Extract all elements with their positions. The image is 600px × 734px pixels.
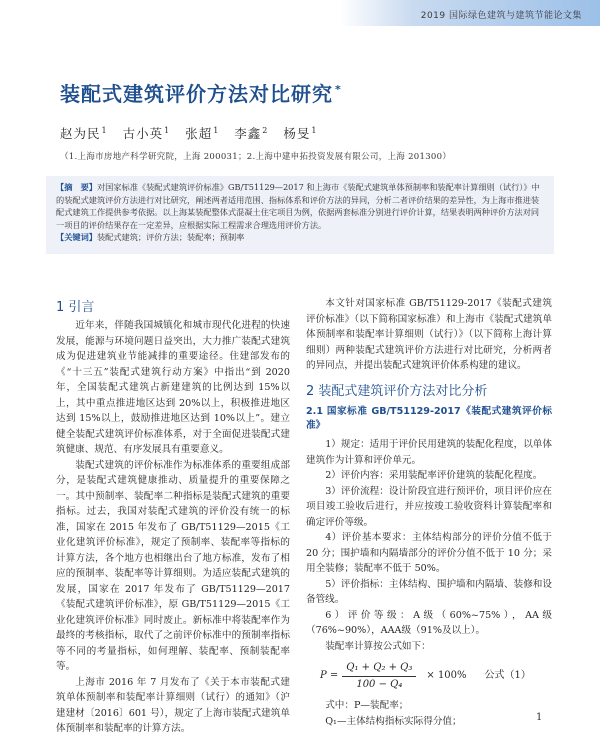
equation-numerator: Q₁ + Q₂ + Q₃ <box>342 660 416 677</box>
page-number: 1 <box>536 712 543 723</box>
keywords-text: 装配式建筑；评价方法；装配率；预制率 <box>96 232 245 242</box>
list-item: 4）评价基本要求：主体结构部分的评价分值不低于 20 分；围护墙和内隔墙部分的评价分值不低于 10 分；采用全装修；装配率不低于 50%。 <box>306 532 552 574</box>
body-paragraph: 上海市 2016 年 7 月发布了《关于本市装配式建筑单体预制率和装配率计算细则（试行）的通知》（沪建建材〔2016〕601 号），规定了上海市装配式建筑单体预制率和装配率的计算方法。 <box>56 676 290 734</box>
list-item: 1）规定：适用于评价民用建筑的装配化程度，以单体建筑作为计算和评价单元。 <box>306 439 552 466</box>
keywords-label: 【关键词】 <box>56 232 97 242</box>
running-title: 2019 国际绿色建筑与建筑节能论文集 <box>420 11 582 21</box>
where-line: Q₁—主体结构指标实际得分值； <box>325 715 462 727</box>
list-item: 2）评价内容：采用装配率评价建筑的装配化程度。 <box>325 470 543 481</box>
author: 杨旻$^1$ <box>283 125 318 141</box>
section-2-1-heading: 2.1 国家标准 GB/T51129-2017《装配式建筑评价标准》 <box>306 406 552 431</box>
equation-lhs: P = <box>320 670 339 682</box>
body-paragraph: 装配式建筑的评价标准作为标准体系的重要组成部分，是装配式建筑健康推动、质量提升的重要保障之一。其中预制率、装配率二种指标是装配式建筑的重要指标。过去，我国对装配式建筑的评价没有统一的标准，国家在 2015 年发布了 GB/T51129—2015《工业化建筑评价标准》，规定了预制率、装配率等指标的计算方法，各个地方也相继出台了地方标准，发布了相应的预制率、装配率等计算细则。为适应装配式建筑的发展，国家在 2017 年发布了 GB/T51129—2017《装配式建筑评价标准》，原 GB/T51129—2015《工业化建筑评价标准》同时废止。新标准中将装配率作为最终的考核指标，取代了之前评价标准中的预制率指标等不同的考量指标，如何理解、装配率、预制装配率等。 <box>56 459 290 672</box>
section-1-heading: 1 引言 <box>56 300 95 315</box>
left-column <box>56 318 290 734</box>
right-column <box>306 296 552 729</box>
paper-title-text: 装配式建筑评价方法对比研究 <box>60 82 333 106</box>
body-paragraph: 近年来，伴随我国城镇化和城市现代化进程的快速发展，能源与环境问题日益突出，大力推广装配式建筑成为促进建筑业节能减排的重要途径。住建部发布的《“十三五”装配式建筑行动方案》中指出“到 2020 年，全国装配式建筑占新建建筑的比例达到 15%以上，其中重点推进地区达到 20%以上，积极推进地区达到 15%以上，鼓励推进地区达到 10%以上”。建立健全装配式建筑评价标准体系，对于全面促进装配式建筑健康、规范、有序发展具有重要意义。 <box>56 320 290 455</box>
formula-intro: 装配率计算按公式如下： <box>325 640 431 652</box>
author: 赵为民$^1$ <box>60 125 108 141</box>
keywords-line <box>56 231 544 244</box>
author-list <box>60 124 327 142</box>
equation <box>320 660 552 692</box>
equation-fraction <box>342 660 416 692</box>
title-footnote-mark: * <box>335 83 342 97</box>
where-line: 式中：P—装配率； <box>325 700 409 711</box>
list-item: 6）评价等级：A级（60%~75%），AA级（76%~90%），AAA级（91%及以上）。 <box>306 609 552 636</box>
abstract-box <box>46 176 554 254</box>
author: 张超$^1$ <box>185 125 220 141</box>
list-item: 5）评价指标：主体结构、围护墙和内隔墙、装修和设备管线。 <box>306 578 552 605</box>
section-2-heading: 2 装配式建筑评价方法对比分析 <box>306 383 488 399</box>
abstract-text: 对国家标准《装配式建筑评价标准》GB/T51129—2017 和上海市《装配式建筑单体预制率和装配率计算细则（试行）》中的装配式建筑评价方法进行对比研究，阐述两者适用范围、指标体系和评价方法的异同，分析二者评价结果的差异性，为上海市推进装配式建筑工作提供参考依据。以上海某装配整体式混凝土住宅项目为例，依据两套标准分别进行评价计算，结果表明两种评价方法对同一项目的评价结果存在一定差异，应根据实际工程需求合理选用评价方法。 <box>56 182 540 230</box>
equation-multiplier: × 100% <box>426 670 467 682</box>
paper-title <box>60 78 342 107</box>
running-header <box>0 0 600 26</box>
affiliation: （1.上海市房地产科学研究院，上海 200031；2.上海中建申拓投资发展有限公司，上海 201300） <box>60 152 452 162</box>
abstract-body <box>56 181 544 231</box>
author: 古小英$^1$ <box>122 125 171 141</box>
body-paragraph: 本文针对国家标准 GB/T51129-2017《装配式建筑评价标准》（以下简称国家标准）和上海市《装配式建筑单体预制率和装配率计算细则（试行）》（以下简称上海计算细则）两种装配式建筑评价方法进行对比研究，分析两者的异同点，并提出装配式建筑评价体系构建的建议。 <box>306 298 552 371</box>
abstract-label: 【摘 要】 <box>56 182 97 192</box>
equation-number: 公式（1） <box>484 670 531 682</box>
list-item: 3）评价流程：设计阶段宜进行预评价，项目评价应在项目竣工验收后进行，并应按竣工验收资料计算装配率和确定评价等级。 <box>306 485 552 528</box>
equation-denominator: 100 − Q₄ <box>356 678 403 690</box>
author: 李鑫$^2$ <box>234 125 269 141</box>
